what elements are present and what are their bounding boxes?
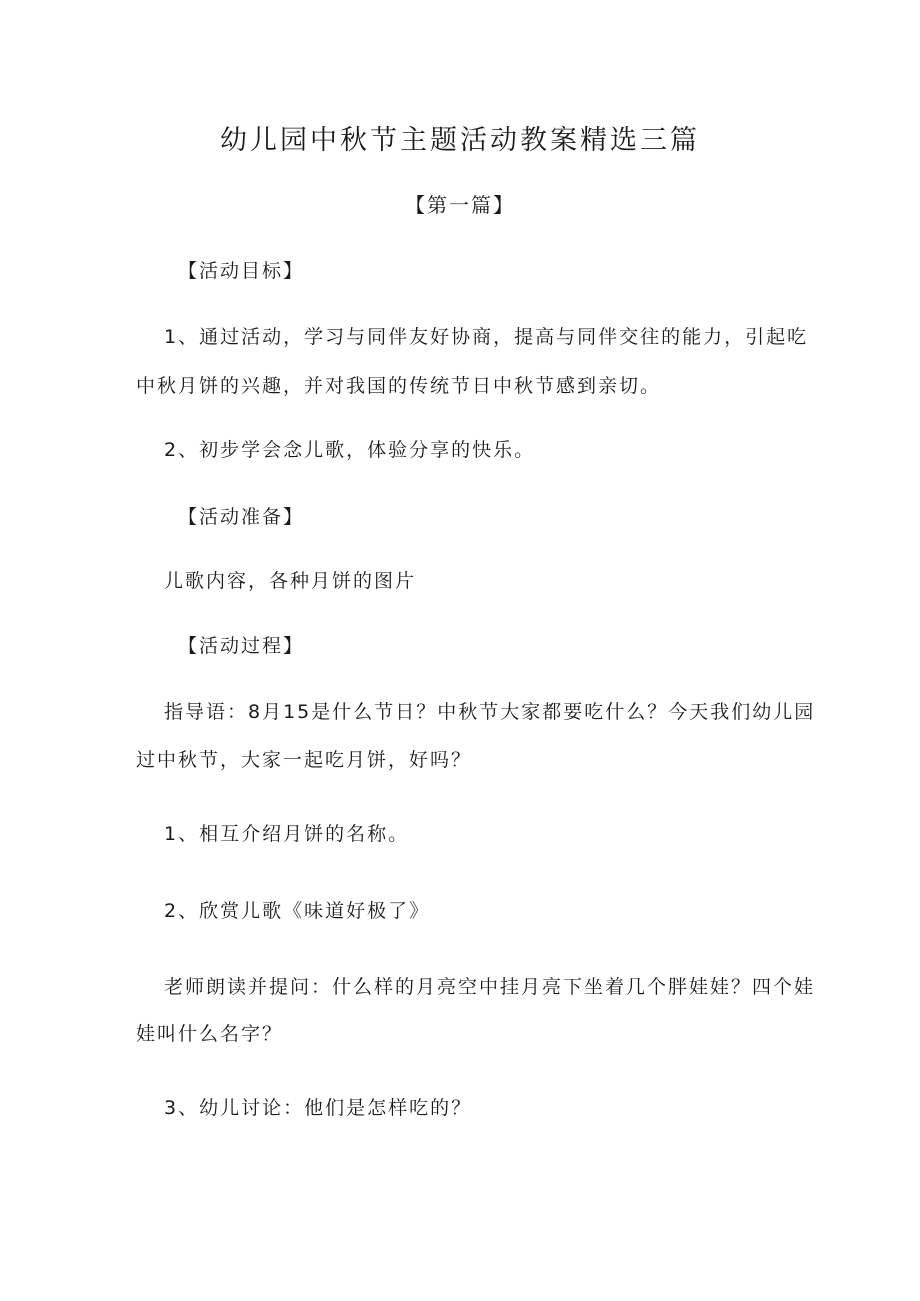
- teacher-line-2: 娃叫什么名字？: [136, 1023, 284, 1045]
- goal-1-line-1: 1、通过活动，学习与同伴友好协商，提高与同伴交往的能力，引起吃: [164, 326, 809, 348]
- guide-line-2: 过中秋节，大家一起吃月饼，好吗？: [136, 749, 473, 771]
- part-heading: 【第一篇】: [405, 193, 515, 217]
- step-2: 2、欣赏儿歌《味道好极了》: [164, 900, 431, 922]
- step-1: 1、相互介绍月饼的名称。: [164, 823, 410, 845]
- goals-heading: 【活动目标】: [178, 260, 305, 282]
- teacher-line-1: 老师朗读并提问：什么样的月亮空中挂月亮下坐着几个胖娃娃？四个娃: [164, 976, 816, 998]
- document-title: 幼儿园中秋节主题活动教案精选三篇: [220, 125, 700, 156]
- goal-2: 2、初步学会念儿歌，体验分享的快乐。: [164, 439, 536, 461]
- process-heading: 【活动过程】: [178, 635, 305, 657]
- goal-1-line-2: 中秋月饼的兴趣，并对我国的传统节日中秋节感到亲切。: [136, 375, 662, 397]
- prep-heading: 【活动准备】: [178, 506, 305, 528]
- guide-line-1: 指导语：8月15是什么节日？中秋节大家都要吃什么？今天我们幼儿园: [164, 701, 816, 723]
- step-3: 3、幼儿讨论：他们是怎样吃的？: [164, 1097, 473, 1119]
- prep-text: 儿歌内容，各种月饼的图片: [164, 570, 417, 592]
